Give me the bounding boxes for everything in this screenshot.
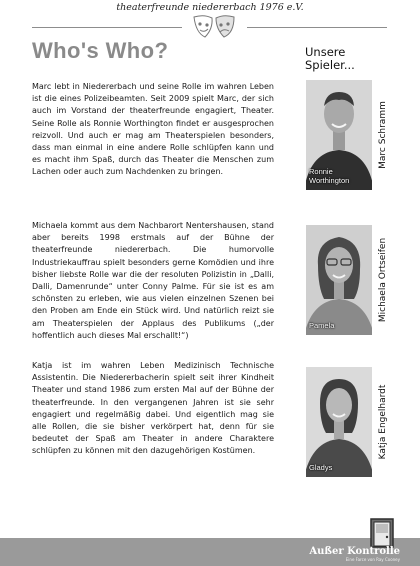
member-name-michaela-text: Michaela Ortseifen	[378, 237, 388, 323]
play-subtitle: Eine Farce von Ray Cooney	[345, 557, 400, 562]
member-name-michaela	[372, 225, 394, 335]
member-name-marc	[372, 80, 394, 190]
header-rule-right	[247, 27, 387, 28]
member-name-katja	[372, 367, 394, 477]
header-rule-left	[32, 27, 182, 28]
bio-marc: Marc lebt in Niedererbach und seine Rolle im wahren Leben ist die eines Polizeibeamten. Seit 2009 spielt Marc, der sich auch im Vorstand der theaterfreunde engagiert, Theater. Seine Rolle als Ronnie Worthington findet er ausgesprochen reizvoll. Und auch er mag am Theaterspielen besonders, dass man einmal in eine andere Rolle schlüpfen kann und es macht ihm Spaß, durch das Theater die Menschen zum Lachen oder auch zum Nachdenken zu bringen.	[32, 82, 274, 177]
person-silhouette-icon	[306, 367, 372, 477]
portrait-marc	[306, 80, 372, 190]
role-label-michaela: Pamela	[309, 321, 335, 330]
portrait-katja	[306, 367, 372, 477]
role-label-marc: Ronnie Worthington	[309, 167, 350, 185]
play-title-block	[309, 546, 400, 563]
bio-michaela: Michaela kommt aus dem Nachbarort Nentershausen, stand aber bereits 1998 erstmals auf der Bühne der theaterfreunde niedererbach. Die humorvolle Industriekauffrau spielt besonders gerne Komödien und ihre bisher liebste Rolle war die der resoluten Polizistin in „Dalli, Dalli, Damenrunde“ unter Conny Palme. Für sie ist es am schönsten zu erleben, wie aus vielen einzelnen Szenen bei den Proben am Ende ein Stück wird. Und natürlich reizt sie am Theaterspielen der Applaus des Publikums („der hoffentlich auch dieses Mal erschallt!“)	[32, 221, 274, 340]
portrait-michaela	[306, 225, 372, 335]
member-name-katja-text: Katja Engelhardt	[378, 384, 388, 460]
play-title: Außer Kontrolle	[309, 546, 400, 557]
door-icon	[370, 518, 394, 548]
member-name-marc-text: Marc Schramm	[378, 101, 388, 169]
person-silhouette-icon	[306, 225, 372, 335]
sidebar-title: Unsere Spieler...	[305, 45, 355, 72]
role-label-katja: Gladys	[309, 463, 333, 472]
page-title: Who's Who?	[32, 38, 169, 63]
theater-masks-logo-icon	[190, 13, 240, 41]
bio-katja: Katja ist im wahren Leben Medizinisch Technische Assistentin. Die Niedererbacherin spielt seit ihrer Kindheit Theater und stand 1986 zum ersten Mal auf der Bühne der theaterfreunde. In den vergangenen Jahren ist sie sehr engagiert und regelmäßig dabei. Und eigentlich mag sie alle Rollen, die sie bisher verkörpert hat, denn für sie bedeutet der Spaß am Theater in andere Charaktere schlüpfen zu können mit den dazugehörigen Kostümen.	[32, 361, 274, 456]
header-title: theaterfreunde niedererbach 1976 e.V.	[116, 2, 304, 13]
